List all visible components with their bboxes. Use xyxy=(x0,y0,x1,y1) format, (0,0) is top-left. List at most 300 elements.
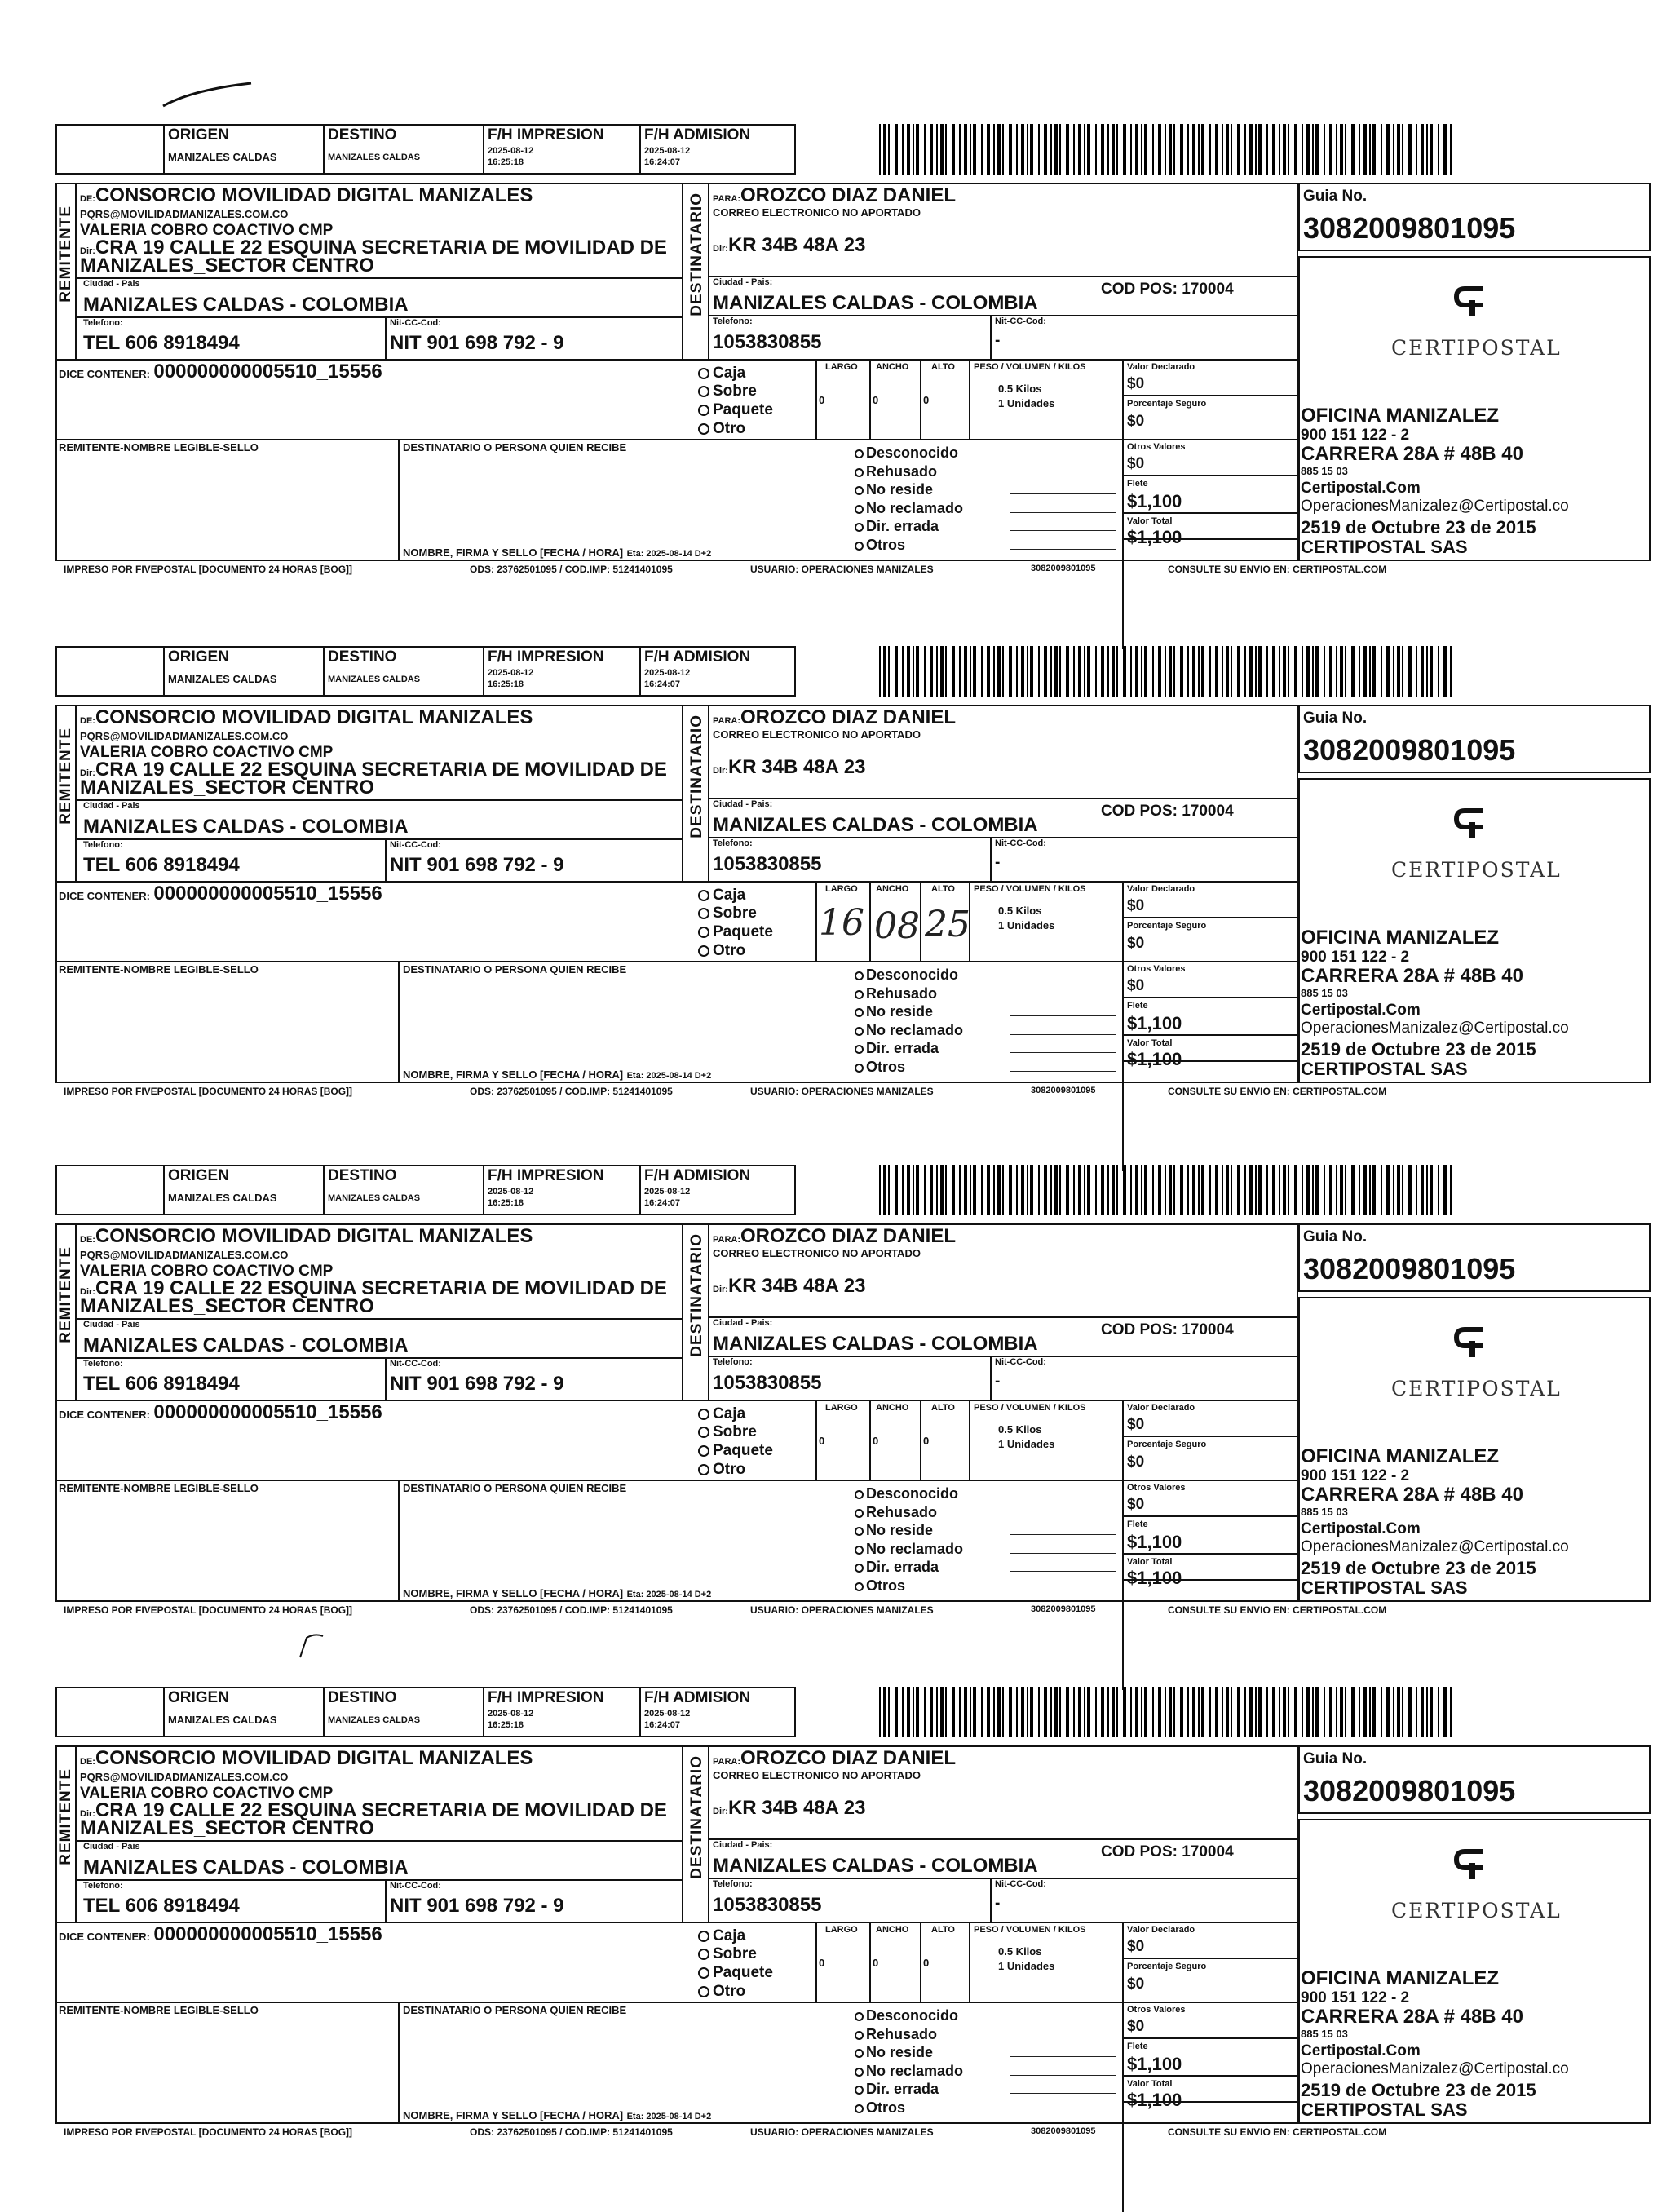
impresion-header: F/H IMPRESION xyxy=(488,126,604,144)
barcode-bar xyxy=(1009,646,1012,697)
barcode-bar xyxy=(883,1687,886,1737)
reason-radio-icon[interactable] xyxy=(855,2068,864,2077)
barcode-bar xyxy=(1294,124,1297,175)
barcode-bar xyxy=(1363,646,1367,697)
barcode-bar xyxy=(936,646,938,697)
barcode-bar xyxy=(1312,1687,1314,1737)
recipient-dir-prefix: Dir: xyxy=(713,244,728,254)
barcode-bar xyxy=(1021,1687,1024,1737)
barcode-bar xyxy=(924,1165,926,1215)
barcode-bar xyxy=(970,1165,971,1215)
barcode-bar xyxy=(959,646,961,697)
peso-value: 0.5 Kilos xyxy=(998,383,1042,395)
guia-label: Guia No. xyxy=(1303,710,1368,727)
remitente-sello-label: REMITENTE-NOMBRE LEGIBLE-SELLO xyxy=(59,1482,259,1494)
barcode-bar xyxy=(1237,124,1240,175)
barcode-bar xyxy=(1215,1165,1218,1215)
barcode-bar xyxy=(1073,1165,1075,1215)
reason-radio-icon[interactable] xyxy=(855,2086,864,2095)
barcode-bar xyxy=(1107,1687,1109,1737)
recipient-email: CORREO ELECTRONICO NO APORTADO xyxy=(713,1247,921,1259)
origen-value: MANIZALES CALDAS xyxy=(168,151,277,163)
valor-declarado: $0 xyxy=(1127,1416,1145,1433)
barcode-bar xyxy=(1351,124,1355,175)
barcode-bar xyxy=(1381,1687,1382,1737)
return-reason-item xyxy=(855,1559,963,1578)
reason-radio-icon[interactable] xyxy=(855,1509,864,1518)
barcode-bar xyxy=(959,124,961,175)
barcode-bar xyxy=(1312,124,1314,175)
impresion-date: 2025-08-12 xyxy=(488,668,534,678)
barcode-bar xyxy=(916,124,919,175)
footer-ods: ODS: 23762501095 / COD.IMP: 51241401095 xyxy=(470,1604,673,1616)
barcode-bar xyxy=(1169,1165,1172,1215)
barcode-bar xyxy=(1141,646,1142,697)
porcentaje-label: Porcentaje Seguro xyxy=(1127,1440,1207,1449)
barcode-bar xyxy=(1101,124,1104,175)
package-otro-label: Otro xyxy=(713,1461,746,1478)
reason-radio-icon[interactable] xyxy=(855,2012,864,2021)
ciudad-label: Ciudad - Pais xyxy=(83,1320,140,1329)
barcode-bar xyxy=(1312,1165,1314,1215)
barcode-bar xyxy=(1258,1687,1262,1737)
barcode-bar xyxy=(1329,646,1332,697)
barcode xyxy=(879,1687,1453,1737)
barcode-bar xyxy=(1249,124,1253,175)
barcode-bar xyxy=(1416,646,1417,697)
barcode-bar xyxy=(1158,1687,1161,1737)
package-otro xyxy=(698,1984,745,1999)
recipient-telefono-label: Telefono: xyxy=(713,1357,753,1367)
barcode-bar xyxy=(1209,124,1211,175)
certipostal-logo-icon xyxy=(1453,1325,1492,1359)
barcode xyxy=(879,1165,1453,1215)
barcode-bar xyxy=(1430,124,1433,175)
reason-radio-icon[interactable] xyxy=(855,2049,864,2058)
return-reason-label: No reclamado xyxy=(866,1540,964,1557)
office-nit: 900 151 122 - 2 xyxy=(1301,1989,1410,2006)
destinatario-recibe-label: DESTINATARIO O PERSONA QUIEN RECIBE xyxy=(403,2004,627,2016)
return-reason-label: Rehusado xyxy=(866,1503,938,1520)
barcode-bar xyxy=(1112,124,1115,175)
package-caja xyxy=(698,887,745,903)
recipient-address-line xyxy=(713,1798,865,1818)
barcode-bar xyxy=(1324,124,1325,175)
package-paquete xyxy=(698,1443,773,1458)
barcode-bar xyxy=(1198,646,1200,697)
ancho-label: ANCHO xyxy=(876,1925,909,1935)
barcode-bar xyxy=(1272,1165,1275,1215)
destino-value: MANIZALES CALDAS xyxy=(328,1193,421,1203)
barcode-bar xyxy=(993,646,995,697)
package-paquete xyxy=(698,402,773,418)
reason-radio-icon[interactable] xyxy=(855,1546,864,1555)
barcode-bar xyxy=(1255,1165,1257,1215)
unidades-value: 1 Unidades xyxy=(998,397,1055,409)
barcode-bar xyxy=(1255,646,1257,697)
peso-value: 0.5 Kilos xyxy=(998,1945,1042,1958)
barcode-bar xyxy=(1397,1165,1400,1215)
barcode-bar xyxy=(1084,1165,1085,1215)
recipient-ciudad-label: Ciudad - Pais: xyxy=(713,1840,773,1850)
footer-usuario: USUARIO: OPERACIONES MANIZALES xyxy=(750,1086,934,1097)
ancho-value: 0 xyxy=(873,1435,879,1447)
barcode-bar xyxy=(1381,646,1382,697)
barcode-bar xyxy=(973,646,976,697)
destino-value: MANIZALES CALDAS xyxy=(328,1715,421,1725)
package-paquete xyxy=(698,924,773,940)
return-reason-item xyxy=(855,1523,963,1542)
reason-radio-icon[interactable] xyxy=(855,486,864,495)
barcode-bar xyxy=(940,1687,944,1737)
otros-valores-label: Otros Valores xyxy=(1127,2005,1186,2015)
recipient-address-line xyxy=(713,1276,865,1296)
sender-email: PQRS@MOVILIDADMANIZALES.COM.CO xyxy=(80,1771,289,1783)
caja-radio-icon[interactable] xyxy=(698,368,709,379)
barcode-bar xyxy=(1443,1165,1447,1215)
return-reason-label: Otros xyxy=(866,1577,906,1594)
barcode-bar xyxy=(1209,646,1211,697)
firma-line xyxy=(403,1587,711,1600)
barcode-bar xyxy=(1430,1687,1433,1737)
barcode-bar xyxy=(987,1165,990,1215)
barcode-bar xyxy=(1066,1165,1069,1215)
handwritten-month: 08 xyxy=(874,905,920,947)
barcode-bar xyxy=(964,124,967,175)
barcode-bar xyxy=(940,1165,944,1215)
recipient-city: MANIZALES CALDAS - COLOMBIA xyxy=(713,1855,1038,1877)
brand-name: CERTIPOSTAL xyxy=(1391,1377,1562,1400)
porcentaje-label: Porcentaje Seguro xyxy=(1127,1962,1207,1971)
return-reason-label: Otros xyxy=(866,2099,906,2116)
nit-label: Nit-CC-Cod: xyxy=(390,318,441,328)
return-reason-item xyxy=(855,1041,963,1060)
caja-radio-icon[interactable] xyxy=(698,890,709,901)
sender-name-line xyxy=(80,1227,533,1246)
recipient-address-line xyxy=(713,758,865,777)
barcode-bar xyxy=(1192,646,1195,697)
recipient-city: MANIZALES CALDAS - COLOMBIA xyxy=(713,1333,1038,1355)
footer-left: IMPRESO POR FIVEPOSTAL [DOCUMENTO 24 HORAS [BOG]] xyxy=(64,564,353,575)
barcode-bar xyxy=(1135,646,1138,697)
firma-line xyxy=(403,2109,711,2122)
barcode-bar xyxy=(895,646,898,697)
reason-radio-icon[interactable] xyxy=(855,1564,864,1573)
barcode-bar xyxy=(1244,646,1246,697)
largo-value: 0 xyxy=(819,1957,825,1969)
barcode-bar xyxy=(1283,1165,1286,1215)
reason-radio-icon[interactable] xyxy=(855,2031,864,2040)
ciudad-label: Ciudad - Pais xyxy=(83,801,140,811)
package-caja-label: Caja xyxy=(713,887,746,904)
return-reason-label: Rehusado xyxy=(866,2025,938,2042)
barcode-bar xyxy=(1123,124,1126,175)
barcode-bar xyxy=(1116,124,1118,175)
barcode-bar xyxy=(1359,1687,1360,1737)
barcode-bar xyxy=(1315,646,1319,697)
otro-radio-icon[interactable] xyxy=(698,945,709,957)
destinatario-recibe-label: DESTINATARIO O PERSONA QUIEN RECIBE xyxy=(403,1482,627,1494)
caja-radio-icon[interactable] xyxy=(698,1931,709,1942)
dice-contener-value: 000000000005510_15556 xyxy=(153,1401,382,1423)
brand-name: CERTIPOSTAL xyxy=(1391,336,1562,360)
barcode-bar xyxy=(993,1165,995,1215)
barcode-bar xyxy=(945,1165,947,1215)
barcode-bar xyxy=(1315,124,1319,175)
barcode-bar xyxy=(1201,646,1204,697)
footer-usuario: USUARIO: OPERACIONES MANIZALES xyxy=(750,564,934,575)
barcode-bar xyxy=(1002,646,1004,697)
barcode-bar xyxy=(1402,124,1403,175)
barcode-bar xyxy=(1393,1165,1394,1215)
barcode-bar xyxy=(959,1687,961,1737)
sender-contact: VALERIA COBRO COACTIVO CMP xyxy=(80,1263,334,1280)
barcode-bar xyxy=(1340,646,1343,697)
barcode-bar xyxy=(1087,1165,1090,1215)
reason-radio-icon[interactable] xyxy=(855,990,864,999)
barcode-bar xyxy=(913,124,914,175)
contents-line xyxy=(59,362,382,382)
barcode-bar xyxy=(1345,1687,1346,1737)
barcode-bar xyxy=(997,124,1001,175)
impresion-date: 2025-08-12 xyxy=(488,1709,534,1719)
cod-pos: COD POS: 170004 xyxy=(1101,281,1234,298)
destino-header: DESTINO xyxy=(328,126,397,144)
shipping-label-2 xyxy=(55,646,1651,1119)
return-reasons xyxy=(855,445,963,555)
footer-ods: ODS: 23762501095 / COD.IMP: 51241401095 xyxy=(470,1086,673,1097)
reason-radio-icon[interactable] xyxy=(855,1064,864,1073)
barcode-bar xyxy=(1165,1687,1166,1737)
reason-radio-icon[interactable] xyxy=(855,1582,864,1591)
reason-radio-icon[interactable] xyxy=(855,1045,864,1054)
paquete-radio-icon[interactable] xyxy=(698,405,709,416)
return-reasons xyxy=(855,2008,963,2118)
barcode-bar xyxy=(1078,1165,1081,1215)
barcode-bar xyxy=(1158,1165,1161,1215)
return-reason-item xyxy=(855,519,963,538)
recipient-email: CORREO ELECTRONICO NO APORTADO xyxy=(713,728,921,741)
de-prefix: DE: xyxy=(80,1757,95,1767)
impresion-time: 16:25:18 xyxy=(488,1720,524,1730)
barcode-bar xyxy=(1141,1165,1142,1215)
return-reason-label: No reside xyxy=(866,1003,934,1020)
barcode-bar xyxy=(888,1165,890,1215)
package-sobre xyxy=(698,383,757,399)
office-address: CARRERA 28A # 48B 40 xyxy=(1301,443,1523,465)
barcode-bar xyxy=(1393,124,1394,175)
recipient-nit: - xyxy=(995,1895,1001,1912)
return-reason-label: No reclamado xyxy=(866,1021,964,1038)
sobre-radio-icon[interactable] xyxy=(698,1949,709,1960)
barcode-bar xyxy=(1372,1687,1376,1737)
barcode-bar xyxy=(959,1165,961,1215)
barcode-bar xyxy=(1073,124,1075,175)
barcode-bar xyxy=(987,646,990,697)
barcode-bar xyxy=(1130,1687,1132,1737)
contents-line xyxy=(59,1925,382,1944)
barcode-bar xyxy=(1381,124,1382,175)
barcode-bar xyxy=(970,124,971,175)
office-name: OFICINA MANIZALEZ xyxy=(1301,1445,1500,1467)
barcode-bar xyxy=(1231,1165,1232,1215)
barcode-bar xyxy=(902,124,904,175)
barcode-bar xyxy=(1187,1687,1189,1737)
barcode-bar xyxy=(1169,124,1172,175)
footer-left: IMPRESO POR FIVEPOSTAL [DOCUMENTO 24 HORAS [BOG]] xyxy=(64,1086,353,1097)
largo-value: 0 xyxy=(819,394,825,406)
barcode-bar xyxy=(1116,1165,1118,1215)
sender-name-line xyxy=(80,708,533,728)
reason-radio-icon[interactable] xyxy=(855,971,864,980)
barcode-bar xyxy=(1059,1165,1061,1215)
return-reason-item xyxy=(855,482,963,501)
recipient-email: CORREO ELECTRONICO NO APORTADO xyxy=(713,1769,921,1781)
barcode-bar xyxy=(1030,646,1033,697)
office-nit: 900 151 122 - 2 xyxy=(1301,1467,1410,1484)
sender-address-1: CRA 19 CALLE 22 ESQUINA SECRETARIA DE MOVILIDAD DE xyxy=(95,237,667,259)
porcentaje: $0 xyxy=(1127,1975,1145,1993)
sender-address-1: CRA 19 CALLE 22 ESQUINA SECRETARIA DE MOVILIDAD DE xyxy=(95,759,667,781)
recipient-ciudad-label: Ciudad - Pais: xyxy=(713,799,773,809)
de-prefix: DE: xyxy=(80,716,95,726)
dice-contener-label: DICE CONTENER: xyxy=(59,1931,150,1943)
barcode-bar xyxy=(930,646,933,697)
footer-guia: 3082009801095 xyxy=(1031,1604,1096,1614)
sobre-radio-icon[interactable] xyxy=(698,1427,709,1438)
recipient-dir-prefix: Dir: xyxy=(713,1285,728,1294)
barcode-bar xyxy=(936,124,938,175)
barcode-bar xyxy=(1237,1165,1240,1215)
sobre-radio-icon[interactable] xyxy=(698,386,709,397)
recipient-telefono-label: Telefono: xyxy=(713,1879,753,1889)
barcode-bar xyxy=(1438,646,1439,697)
alto-label: ALTO xyxy=(931,1403,955,1413)
barcode-bar xyxy=(1165,124,1166,175)
reason-radio-icon[interactable] xyxy=(855,449,864,458)
barcode-bar xyxy=(1244,1165,1246,1215)
sender-address-1: CRA 19 CALLE 22 ESQUINA SECRETARIA DE MOVILIDAD DE xyxy=(95,1277,667,1299)
reason-radio-icon[interactable] xyxy=(855,468,864,477)
paquete-radio-icon[interactable] xyxy=(698,1967,709,1979)
recipient-phone: 1053830855 xyxy=(713,1894,822,1916)
barcode-bar xyxy=(1294,1165,1297,1215)
barcode-bar xyxy=(1101,1165,1104,1215)
barcode-bar xyxy=(945,124,947,175)
origen-header: ORIGEN xyxy=(168,1689,229,1706)
barcode-bar xyxy=(1059,124,1061,175)
paquete-radio-icon[interactable] xyxy=(698,927,709,938)
office-nit: 900 151 122 - 2 xyxy=(1301,949,1410,966)
paquete-radio-icon[interactable] xyxy=(698,1445,709,1457)
origen-value: MANIZALES CALDAS xyxy=(168,673,277,685)
recipient-telefono-label: Telefono: xyxy=(713,316,753,326)
barcode-bar xyxy=(1152,124,1154,175)
nit-label: Nit-CC-Cod: xyxy=(390,1881,441,1891)
package-otro xyxy=(698,1462,745,1477)
barcode-bar xyxy=(1369,646,1371,697)
barcode-bar xyxy=(1044,124,1047,175)
barcode-bar xyxy=(883,124,886,175)
package-otro-label: Otro xyxy=(713,420,746,437)
footer-left: IMPRESO POR FIVEPOSTAL [DOCUMENTO 24 HORAS [BOG]] xyxy=(64,2126,353,2138)
barcode-bar xyxy=(1016,1165,1018,1215)
origen-header: ORIGEN xyxy=(168,126,229,144)
otros-valores: $0 xyxy=(1127,455,1145,472)
certipostal-logo-icon xyxy=(1453,806,1492,840)
barcode-bar xyxy=(1066,646,1069,697)
return-reason-label: Dir. errada xyxy=(866,2081,939,2097)
office-resolution: 2519 de Octubre 23 de 2015 xyxy=(1301,1039,1536,1060)
return-reason-label: Dir. errada xyxy=(866,518,939,534)
barcode-bar xyxy=(1226,1165,1229,1215)
barcode-bar xyxy=(1158,124,1161,175)
sender-city: MANIZALES CALDAS - COLOMBIA xyxy=(83,294,409,316)
office-web: Certipostal.Com xyxy=(1301,1002,1421,1019)
reason-radio-icon[interactable] xyxy=(855,542,864,551)
eta: Eta: 2025-08-14 D+2 xyxy=(626,2112,712,2121)
reason-radio-icon[interactable] xyxy=(855,1008,864,1017)
reason-radio-icon[interactable] xyxy=(855,1490,864,1499)
recipient-nit-label: Nit-CC-Cod: xyxy=(995,838,1046,848)
barcode-bar xyxy=(1144,646,1147,697)
barcode-bar xyxy=(1169,646,1172,697)
barcode-bar xyxy=(1266,1165,1268,1215)
recipient-address: KR 34B 48A 23 xyxy=(727,234,866,256)
footer-guia: 3082009801095 xyxy=(1031,564,1096,573)
caja-radio-icon[interactable] xyxy=(698,1409,709,1420)
barcode-bar xyxy=(1173,124,1175,175)
sender-address-2: MANIZALES_SECTOR CENTRO xyxy=(80,1817,374,1839)
barcode-bar xyxy=(964,1165,967,1215)
sobre-radio-icon[interactable] xyxy=(698,908,709,919)
reason-radio-icon[interactable] xyxy=(855,2104,864,2113)
barcode-bar xyxy=(1421,1687,1424,1737)
otro-radio-icon[interactable] xyxy=(698,1986,709,1997)
valor-total-label: Valor Total xyxy=(1127,516,1173,526)
barcode-bar xyxy=(1324,1165,1325,1215)
barcode-bar xyxy=(1112,1687,1115,1737)
ciudad-label: Ciudad - Pais xyxy=(83,279,140,289)
destinatario-recibe-label: DESTINATARIO O PERSONA QUIEN RECIBE xyxy=(403,441,627,453)
barcode-bar xyxy=(1426,1687,1428,1737)
barcode-bar xyxy=(1116,1687,1118,1737)
recipient-ciudad-label: Ciudad - Pais: xyxy=(713,1318,773,1328)
barcode-bar xyxy=(1386,646,1390,697)
barcode-bar xyxy=(1084,124,1085,175)
barcode-bar xyxy=(1450,1165,1452,1215)
nombre-firma-label: NOMBRE, FIRMA Y SELLO [FECHA / HORA] xyxy=(403,2109,624,2121)
barcode-bar xyxy=(1381,1165,1382,1215)
reason-radio-icon[interactable] xyxy=(855,505,864,514)
barcode-bar xyxy=(1144,1687,1147,1737)
reason-radio-icon[interactable] xyxy=(855,1027,864,1036)
reason-radio-icon[interactable] xyxy=(855,523,864,532)
alto-value: 0 xyxy=(923,1957,930,1969)
brand-name: CERTIPOSTAL xyxy=(1391,1899,1562,1922)
barcode-bar xyxy=(1336,124,1337,175)
reason-radio-icon[interactable] xyxy=(855,1527,864,1536)
sender-address-2: MANIZALES_SECTOR CENTRO xyxy=(80,254,374,276)
barcode-bar xyxy=(952,646,955,697)
recipient-nit-label: Nit-CC-Cod: xyxy=(995,1357,1046,1367)
otro-radio-icon[interactable] xyxy=(698,423,709,435)
barcode-bar xyxy=(1141,124,1142,175)
otro-radio-icon[interactable] xyxy=(698,1464,709,1475)
footer-ods: ODS: 23762501095 / COD.IMP: 51241401095 xyxy=(470,2126,673,2138)
valor-declarado: $0 xyxy=(1127,897,1145,914)
barcode-bar xyxy=(1231,1687,1232,1737)
